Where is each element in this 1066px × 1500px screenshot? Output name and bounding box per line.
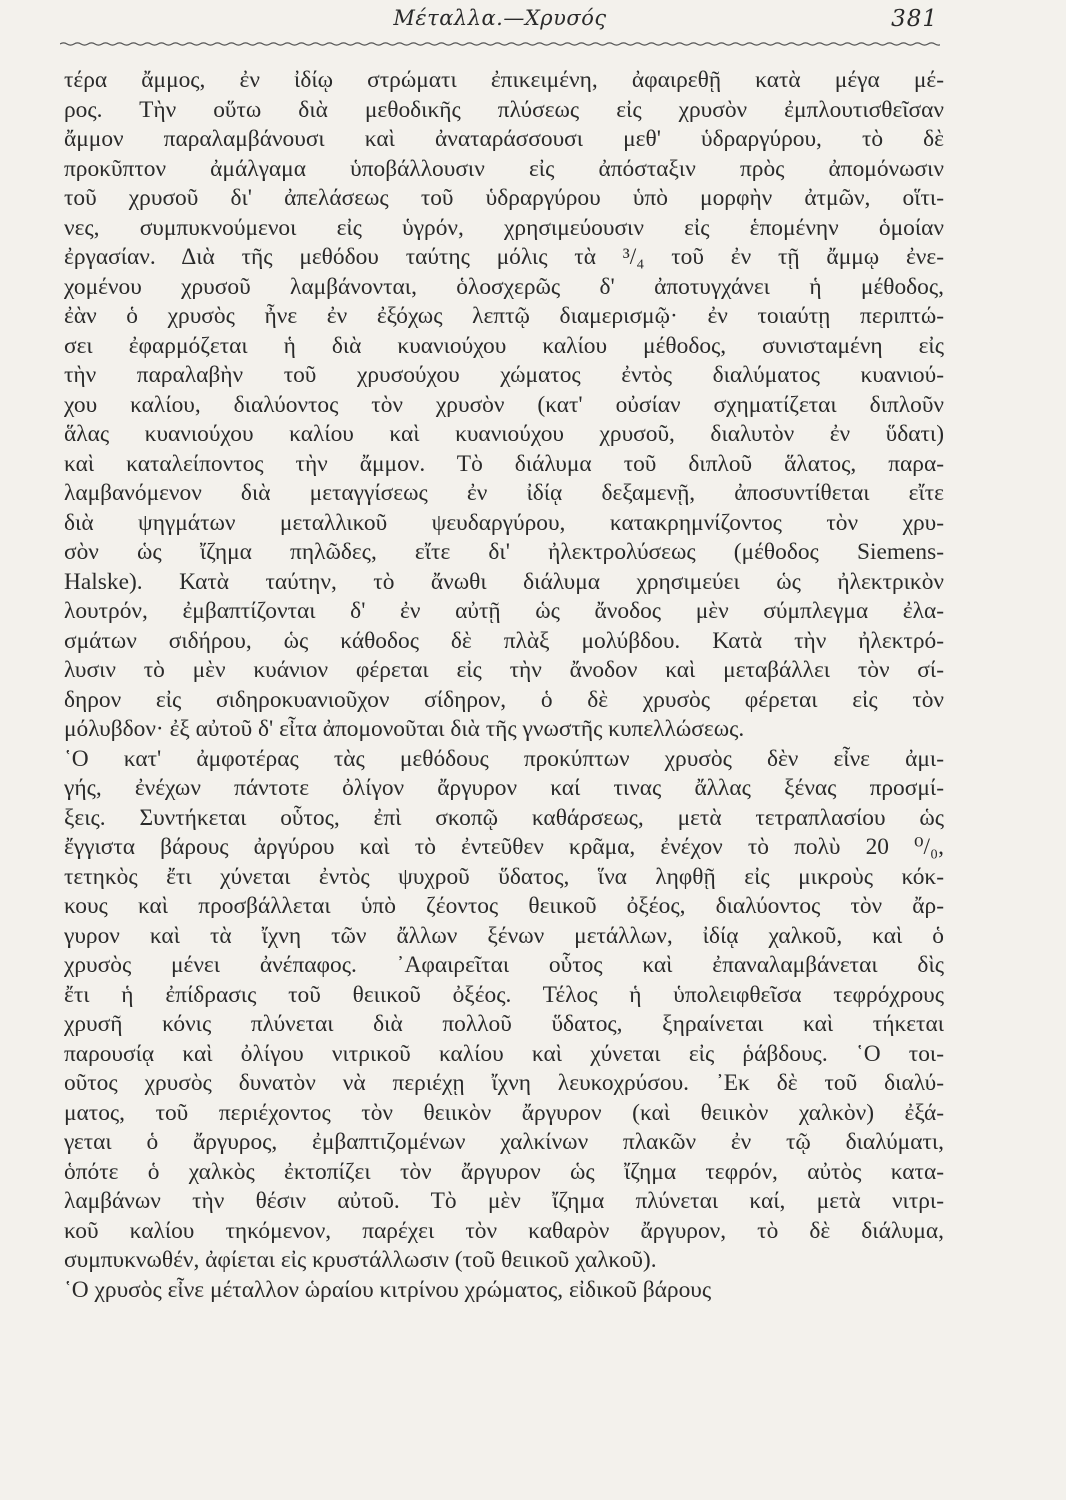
text-line: ἔγγιστα βάρους ἀργύρου καὶ τὸ ἐντεῦθεν κρᾶμα, ἐνέχον τὸ πολὺ 20 ⁰/₀, xyxy=(64,834,944,860)
text-line: χρυσὸς μένει ἀνέπαφος. ᾿Αφαιρεῖται οὗτος καὶ ἐπαναλαμβάνεται δὶς xyxy=(64,952,944,978)
page-number: 381 xyxy=(891,6,938,32)
text-line: χρυσῆ κόνις πλύνεται διὰ πολλοῦ ὕδατος, ξηραίνεται καὶ τήκεται xyxy=(64,1011,944,1037)
text-line: ἐργασίαν. Διὰ τῆς μεθόδου ταύτης μόλις τὰ ³/₄ τοῦ ἐν τῇ ἄμμῳ ἐνε- xyxy=(64,244,944,270)
text-line: ρος. Τὴν οὕτω διὰ μεθοδικῆς πλύσεως εἰς χρυσὸν ἐμπλουτισθεῖσαν xyxy=(64,96,944,123)
text-line: λαμβάνων τὴν θέσιν αὐτοῦ. Τὸ μὲν ἴζημα πλύνεται καί, μετὰ νιτρι- xyxy=(64,1188,944,1214)
text-line: κοῦ καλίου τηκόμενον, παρέχει τὸν καθαρὸν ἄργυρον, τὸ δὲ διάλυμα, xyxy=(64,1217,944,1244)
text-line: τέρα ἄμμος, ἐν ἰδίῳ στρώματι ἐπικειμένη, ἀφαιρεθῇ κατὰ μέγα μέ- xyxy=(64,67,944,93)
text-line: ἄμμον παραλαμβάνουσι καὶ ἀναταράσσουσι μεθ' ὑδραργύρου, τὸ δὲ xyxy=(64,126,944,152)
text-line: σμάτων σιδήρου, ὡς κάθοδος δὲ πλὰξ μολύβδου. Κατὰ τὴν ἠλεκτρό- xyxy=(64,627,944,654)
text-line: γής, ἐνέχων πάντοτε ὀλίγον ἄργυρον καί τινας ἄλλας ξένας προσμί- xyxy=(64,775,944,801)
text-line: καὶ καταλείποντος τὴν ἄμμον. Τὸ διάλυμα τοῦ διπλοῦ ἅλατος, παρα- xyxy=(64,450,944,477)
text-line: ματος, τοῦ περιέχοντος τὸν θειικὸν ἄργυρον (καὶ θειικὸν χαλκὸν) ἐξά- xyxy=(64,1099,944,1126)
text-line: νες, συμπυκνούμενοι εἰς ὑγρόν, χρησιμεύουσιν εἰς ἑπομένην ὁμοίαν xyxy=(64,214,944,241)
text-line: σὸν ὡς ἴζημα πηλῶδες, εἴτε δι' ἠλεκτρολύσεως (μέθοδος Siemens- xyxy=(64,539,944,565)
text-line: κους καὶ προσβάλλεται ὑπὸ ζέοντος θειικοῦ ὀξέος, διαλύοντος τὸν ἄρ- xyxy=(64,893,944,919)
text-line: ἅλας κυανιούχου καλίου καὶ κυανιούχου χρυσοῦ, διαλυτὸν ἐν ὕδατι) xyxy=(64,421,944,447)
running-header xyxy=(60,4,940,40)
running-title: Μέταλλα.—Χρυσός xyxy=(393,6,607,30)
text-line: συμπυκνωθέν, ἀφίεται εἰς κρυστάλλωσιν (τοῦ θειικοῦ χαλκοῦ). xyxy=(64,1247,657,1273)
text-line: τὴν παραλαβὴν τοῦ χρυσούχου χώματος ἐντὸς διαλύματος κυανιού- xyxy=(64,362,944,388)
text-line: σει ἐφαρμόζεται ἡ διὰ κυανιούχου καλίου μέθοδος, συνισταμένη εἰς xyxy=(64,332,944,359)
wavy-rule-line xyxy=(60,40,940,48)
text-line: ἔτι ἡ ἐπίδρασις τοῦ θειικοῦ ὀξέος. Τέλος ἡ ὑπολειφθεῖσα τεφρόχρους xyxy=(64,981,944,1008)
text-line: προκῦπτον ἀμάλγαμα ὑποβάλλουσιν εἰς ἀπόσταξιν πρὸς ἀπομόνωσιν xyxy=(64,155,944,182)
header-wavy-rule xyxy=(60,40,940,48)
text-line: λαμβανόμενον διὰ μεταγγίσεως ἐν ἰδίᾳ δεξαμενῇ, ἀποσυντίθεται εἴτε xyxy=(64,480,944,506)
text-line: οῦτος χρυσὸς δυνατὸν νὰ περιέχῃ ἴχνη λευκοχρύσου. ᾿Εκ δὲ τοῦ διαλύ- xyxy=(64,1070,944,1096)
text-line: λυσιν τὸ μὲν κυάνιον φέρεται εἰς τὴν ἄνοδον καὶ μεταβάλλει τὸν σί- xyxy=(64,657,944,683)
text-line: μόλυβδον· ἐξ αὐτοῦ δ' εἶτα ἀπομονοῦται διὰ τῆς γνωστῆς κυπελλώσεως. xyxy=(64,716,745,742)
text-line: γυρον καὶ τὰ ἴχνη τῶν ἄλλων ξένων μετάλλων, ἰδίᾳ χαλκοῦ, καὶ ὁ xyxy=(64,922,944,949)
text-line: τοῦ χρυσοῦ δι' ἀπελάσεως τοῦ ὑδραργύρου ὑπὸ μορφὴν ἀτμῶν, οἵτι- xyxy=(64,185,944,211)
text-line: τετηκὸς ἔτι χύνεται ἐντὸς ψυχροῦ ὕδατος, ἵνα ληφθῇ εἰς μικροὺς κόκ- xyxy=(64,863,944,890)
text-line: λουτρόν, ἐμβαπτίζονται δ' ἐν αὐτῇ ὡς ἄνοδος μὲν σύμπλεγμα ἐλα- xyxy=(64,598,944,624)
text-line: ὁπότε ὁ χαλκὸς ἐκτοπίζει τὸν ἄργυρον ὡς ἴζημα τεφρόν, αὐτὸς κατα- xyxy=(64,1158,944,1185)
text-line: Halske). Κατὰ ταύτην, τὸ ἄνωθι διάλυμα χρησιμεύει ὡς ἠλεκτρικὸν xyxy=(64,568,944,595)
text-line: ἐὰν ὁ χρυσὸς ἦνε ἐν ἐξόχως λεπτῷ διαμερισμῷ· ἐν τοιαύτῃ περιπτώ- xyxy=(64,303,944,329)
text-line: χομένου χρυσοῦ λαμβάνονται, ὁλοσχερῶς δ' ἀποτυγχάνει ἡ μέθοδος, xyxy=(64,273,944,300)
text-line: γεται ὁ ἄργυρος, ἐμβαπτιζομένων χαλκίνων πλακῶν ἐν τῷ διαλύματι, xyxy=(64,1129,944,1155)
body-text xyxy=(64,66,944,1305)
text-line: ξεις. Συντήκεται οὗτος, ἐπὶ σκοπῷ καθάρσεως, μετὰ τετραπλασίου ὡς xyxy=(64,804,944,831)
text-line: δηρον εἰς σιδηροκυανιοῦχον σίδηρον, ὁ δὲ χρυσὸς φέρεται εἰς τὸν xyxy=(64,686,944,713)
text-line: ῾Ο χρυσὸς εἶνε μέταλλον ὡραίου κιτρίνου χρώματος, εἰδικοῦ βάρους xyxy=(64,1276,712,1303)
text-line: χου καλίου, διαλύοντος τὸν χρυσὸν (κατ' οὐσίαν σχηματίζεται διπλοῦν xyxy=(64,391,944,418)
text-line: παρουσίᾳ καὶ ὀλίγου νιτρικοῦ καλίου καὶ χύνεται εἰς ῥάβδους. ῾Ο τοι- xyxy=(64,1040,944,1067)
text-line: διὰ ψηγμάτων μεταλλικοῦ ψευδαργύρου, κατακρημνίζοντος τὸν χρυ- xyxy=(64,509,944,536)
text-line: ῾Ο κατ' ἀμφοτέρας τὰς μεθόδους προκύπτων χρυσὸς δὲν εἶνε ἀμι- xyxy=(64,745,944,772)
